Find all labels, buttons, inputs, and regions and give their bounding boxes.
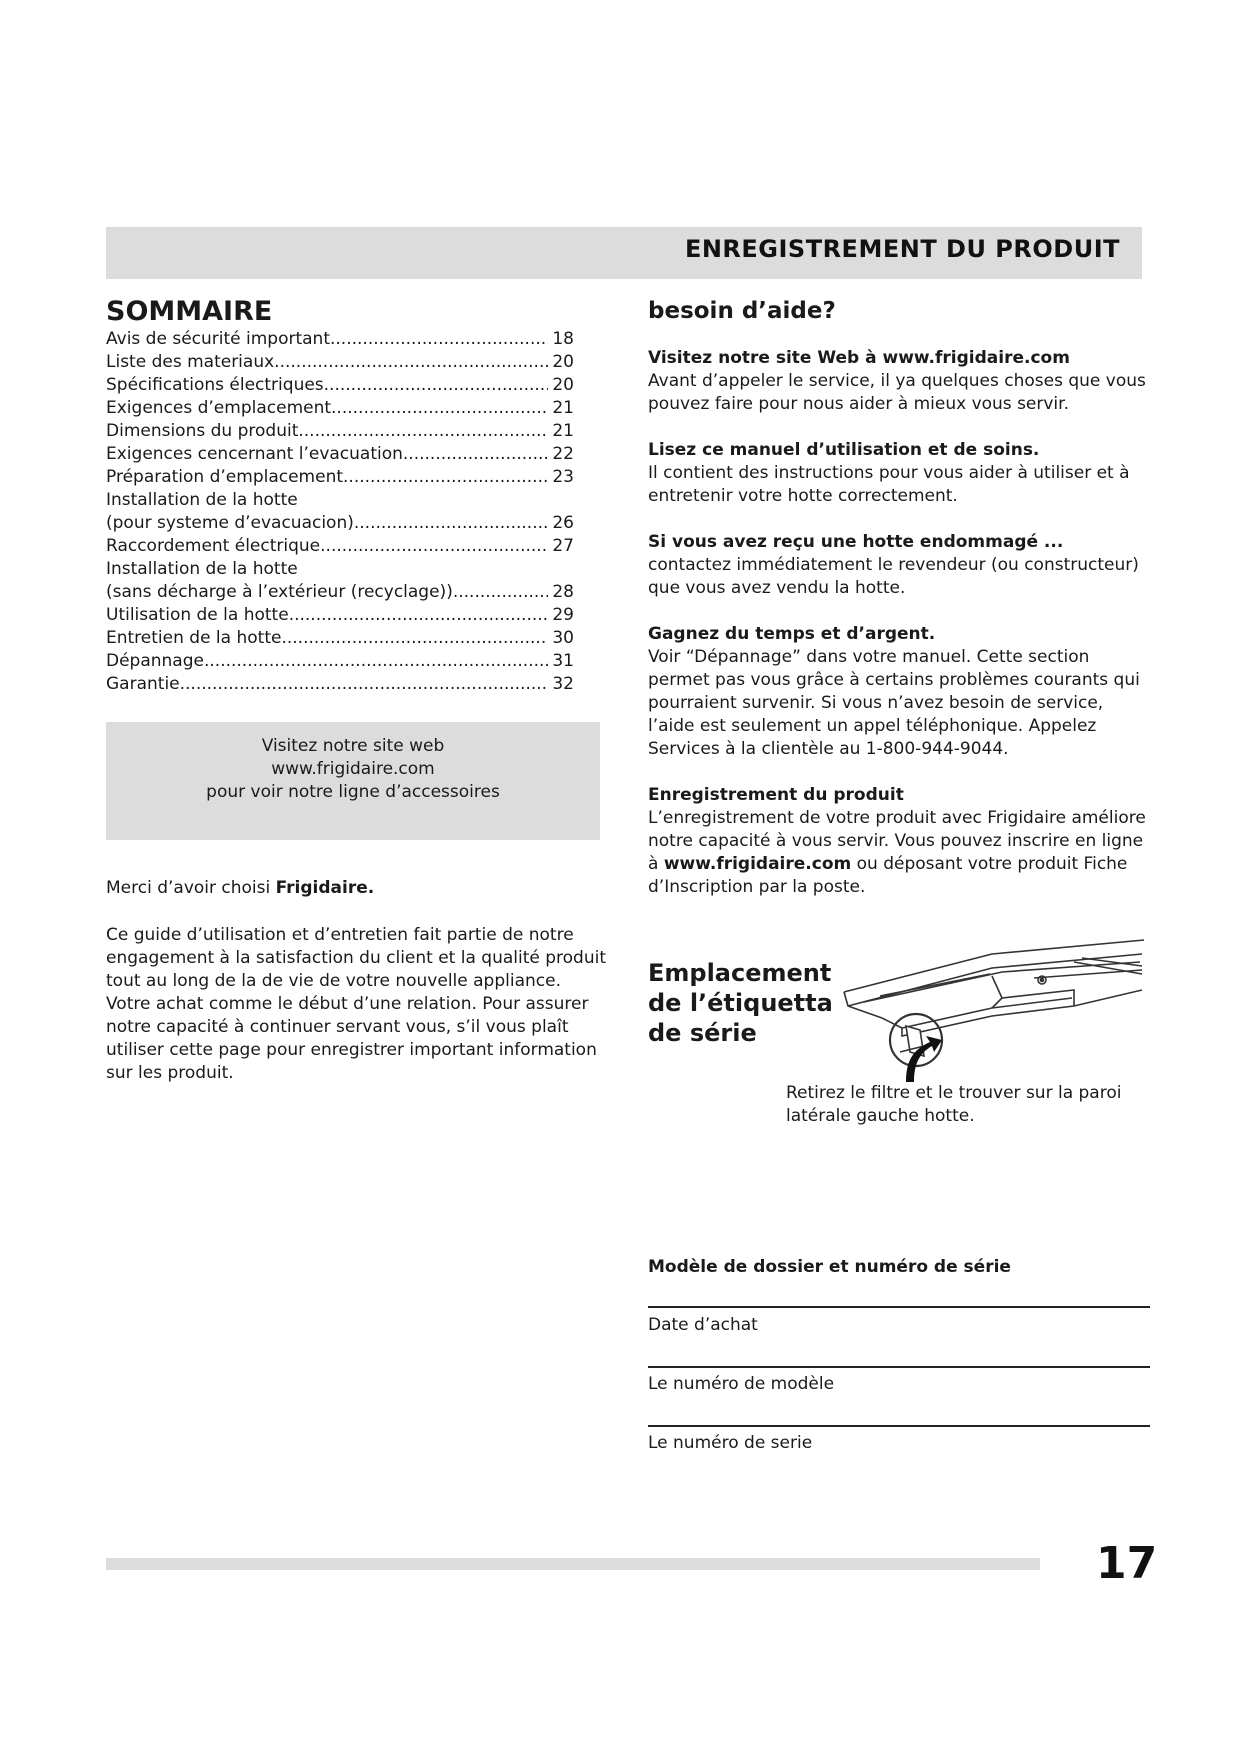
toc-entry: Raccordement électrique ..... 27 — [106, 535, 574, 558]
help-section — [648, 623, 1148, 761]
help-title: besoin d’aide? — [648, 298, 836, 324]
toc-entry: Utilisation de la hotte ..... 29 — [106, 604, 574, 627]
help-section-heading: Lisez ce manuel d’utilisation et de soins. — [648, 440, 1040, 460]
toc-entry: Liste des materiaux ..... 20 — [106, 351, 574, 374]
website-link[interactable]: www.frigidaire.com — [663, 854, 852, 874]
website-box-line: Visitez notre site web — [261, 736, 445, 756]
range-hood-illustration — [842, 932, 1148, 1084]
toc-entry: Dépannage ..... 31 — [106, 650, 574, 673]
help-section-body: Voir “Dépannage” dans votre manuel. Cette section permet pas vous grâce à certains problèmes courants qui pourraient survenir. Si vous n’avez besoin de service, l’aide est seulement un appel téléphonique. Appelez Services à la clientèle au 1-800-944-9044. — [648, 647, 1140, 759]
model-number-label: Le numéro de modèle — [648, 1374, 835, 1394]
footer-bar — [106, 1558, 1040, 1570]
thanks-text: Merci d’avoir choisi Frigidaire. — [106, 878, 375, 898]
purchase-date-label: Date d’achat — [648, 1315, 758, 1335]
guide-paragraph: Ce guide d’utilisation et d’entretien fait partie de notre engagement à la satisfaction du client et la qualité produit tout au long de la de vie de votre nouvelle appliance. Votre achat comme le début d’une relation. Pour assurer notre capacité à continuer servant vous, s’il vous plaît utiliser cette page pour enregistrer important information sur les produit. — [106, 925, 607, 1083]
toc-entry: Garantie ..... 32 — [106, 673, 574, 696]
serial-number-line[interactable] — [648, 1425, 1150, 1427]
toc-entry: Dimensions du produit ..... 21 — [106, 420, 574, 443]
help-section-body: Avant d’appeler le service, il ya quelques choses que vous pouvez faire pour nous aider à mieux vous servir. — [648, 371, 1146, 414]
serial-location-title: Emplacement de l’étiquetta de série — [648, 959, 833, 1047]
model-number-line[interactable] — [648, 1366, 1150, 1368]
toc-entry: Préparation d’emplacement ..... 23 — [106, 466, 574, 489]
help-section-heading: Si vous avez reçu une hotte endommagé ... — [648, 532, 1064, 552]
toc-entry: Spécifications électriques ..... 20 — [106, 374, 574, 397]
toc-entry: Installation de la hotte — [106, 490, 298, 510]
record-form-title: Modèle de dossier et numéro de série — [648, 1257, 1011, 1277]
serial-location-caption: Retirez le filtre et le trouver sur la paroi latérale gauche hotte. — [786, 1083, 1122, 1126]
section-title: ENREGISTREMENT DU PRODUIT — [684, 235, 1120, 263]
help-section-body: L’enregistrement de votre produit avec Frigidaire améliore notre capacité à vous servir. Vous pouvez inscrire en ligne à www.frigidaire.com ou déposant votre produit Fiche d’Inscription par la poste. — [648, 808, 1146, 897]
purchase-date-line[interactable] — [648, 1306, 1150, 1308]
serial-number-label: Le numéro de serie — [648, 1433, 813, 1453]
help-section — [648, 531, 1148, 600]
header-bar — [106, 227, 1142, 279]
help-section — [648, 439, 1148, 508]
toc-entry: Exigences cencernant l’evacuation ..... 22 — [106, 443, 574, 466]
toc-entry: Installation de la hotte — [106, 559, 298, 579]
website-info-box — [106, 722, 600, 840]
toc-entry: (sans décharge à l’extérieur (recyclage)) ..... 28 — [106, 581, 574, 604]
toc-entry: Exigences d’emplacement ..... 21 — [106, 397, 574, 420]
toc-title: SOMMAIRE — [106, 296, 273, 327]
page-number: 17 — [1096, 1538, 1158, 1589]
help-section — [648, 784, 1148, 899]
toc-entry: (pour systeme d’evacuacion) ..... 26 — [106, 512, 574, 535]
website-link[interactable]: www.frigidaire.com — [271, 759, 435, 779]
help-section-body: Il contient des instructions pour vous aider à utiliser et à entretenir votre hotte correctement. — [648, 463, 1130, 506]
help-section-body: contactez immédiatement le revendeur (ou constructeur) que vous avez vendu la hotte. — [648, 555, 1139, 598]
toc-entry: Avis de sécurité important ..... 18 — [106, 328, 574, 351]
help-section-heading: Gagnez du temps et d’argent. — [648, 624, 936, 644]
help-section-heading: Enregistrement du produit — [648, 785, 904, 805]
toc-entry: Entretien de la hotte ..... 30 — [106, 627, 574, 650]
help-section-heading: Visitez notre site Web à www.frigidaire.com — [648, 348, 1070, 368]
table-of-contents — [106, 328, 574, 696]
help-section — [648, 347, 1148, 416]
brand-name: Frigidaire. — [275, 878, 375, 898]
website-box-line: pour voir notre ligne d’accessoires — [206, 782, 500, 802]
